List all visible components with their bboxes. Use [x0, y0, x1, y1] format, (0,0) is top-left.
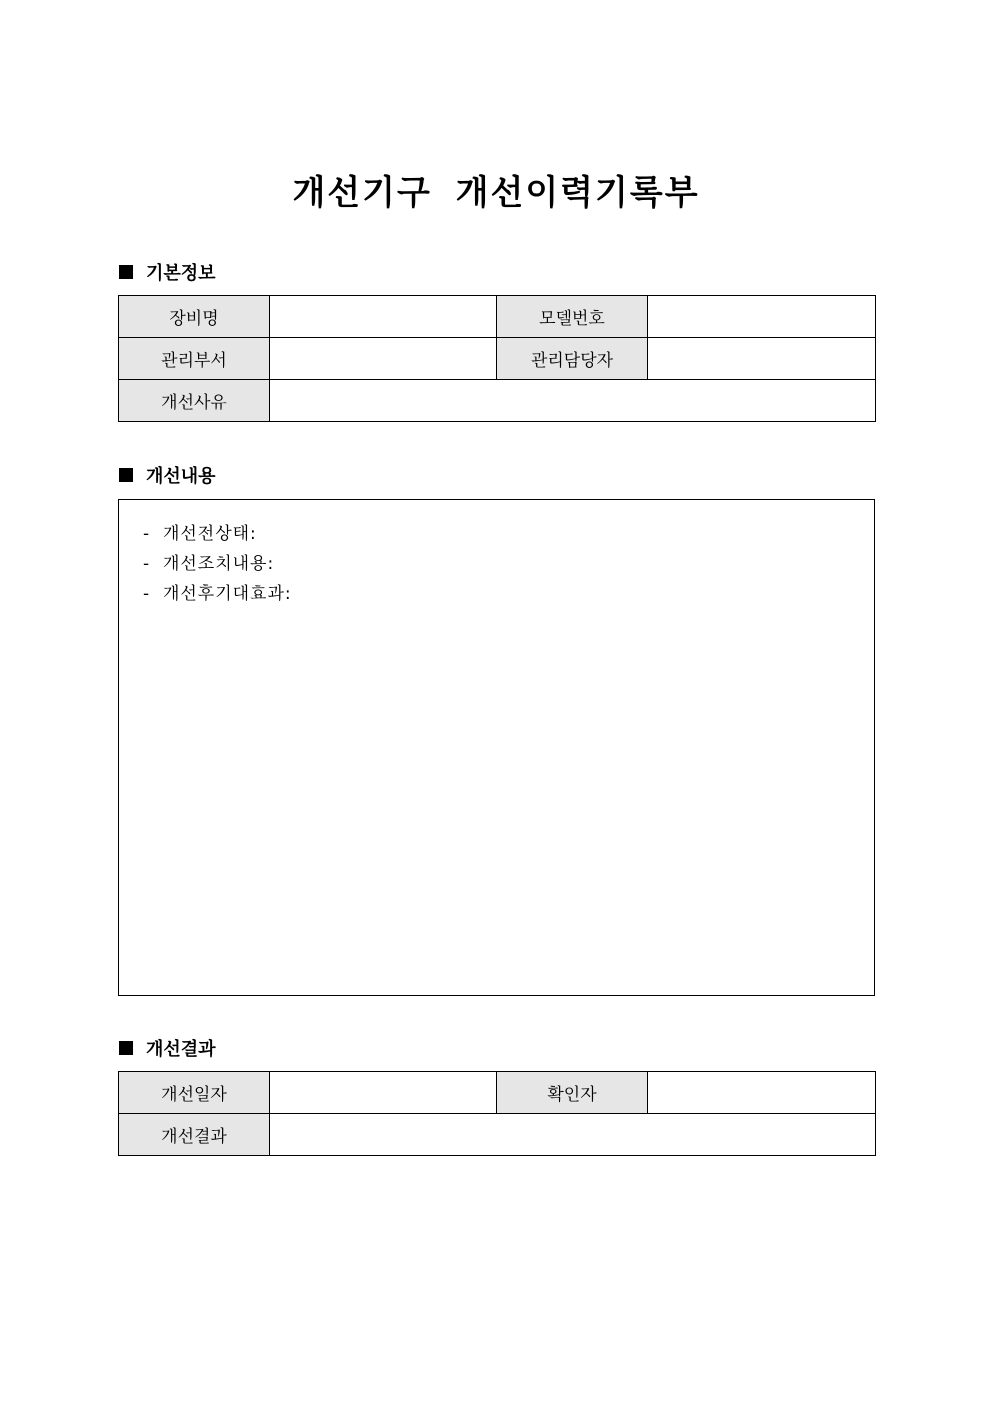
equipment-name-label: 장비명 — [119, 296, 270, 338]
confirmer-field[interactable] — [648, 1072, 876, 1114]
model-number-label: 모델번호 — [497, 296, 648, 338]
reason-label: 개선사유 — [119, 380, 270, 422]
document-title: 개선기구 개선이력기록부 — [292, 173, 700, 213]
department-label: 관리부서 — [119, 338, 270, 380]
table-row — [119, 380, 876, 422]
improvement-result-field[interactable] — [270, 1114, 876, 1156]
table-row — [119, 1072, 876, 1114]
square-bullet-icon — [119, 1041, 133, 1055]
confirmer-label: 확인자 — [497, 1072, 648, 1114]
section-heading-result-label: 개선결과 — [146, 1039, 216, 1060]
model-number-field[interactable] — [648, 296, 876, 338]
table-row — [119, 338, 876, 380]
equipment-name-field[interactable] — [270, 296, 497, 338]
square-bullet-icon — [119, 468, 133, 482]
section-heading-basic-info-label: 기본정보 — [146, 263, 216, 284]
section-heading-result — [119, 1035, 216, 1061]
manager-label: 관리담당자 — [497, 338, 648, 380]
department-field[interactable] — [270, 338, 497, 380]
content-line-expected-effect: - 개선후기대효과: — [143, 584, 292, 604]
content-line-before-state: - 개선전상태: — [143, 524, 257, 544]
improvement-result-label: 개선결과 — [119, 1114, 270, 1156]
basic-info-table — [118, 295, 876, 422]
improvement-date-label: 개선일자 — [119, 1072, 270, 1114]
reason-field[interactable] — [270, 380, 876, 422]
improvement-content-box[interactable] — [118, 499, 875, 996]
improvement-date-field[interactable] — [270, 1072, 497, 1114]
section-heading-basic-info — [119, 259, 216, 285]
manager-field[interactable] — [648, 338, 876, 380]
result-table — [118, 1071, 876, 1156]
table-row — [119, 1114, 876, 1156]
table-row — [119, 296, 876, 338]
square-bullet-icon — [119, 265, 133, 279]
content-line-action: - 개선조치내용: — [143, 554, 275, 574]
section-heading-content-label: 개선내용 — [146, 466, 216, 487]
section-heading-content — [119, 462, 216, 488]
